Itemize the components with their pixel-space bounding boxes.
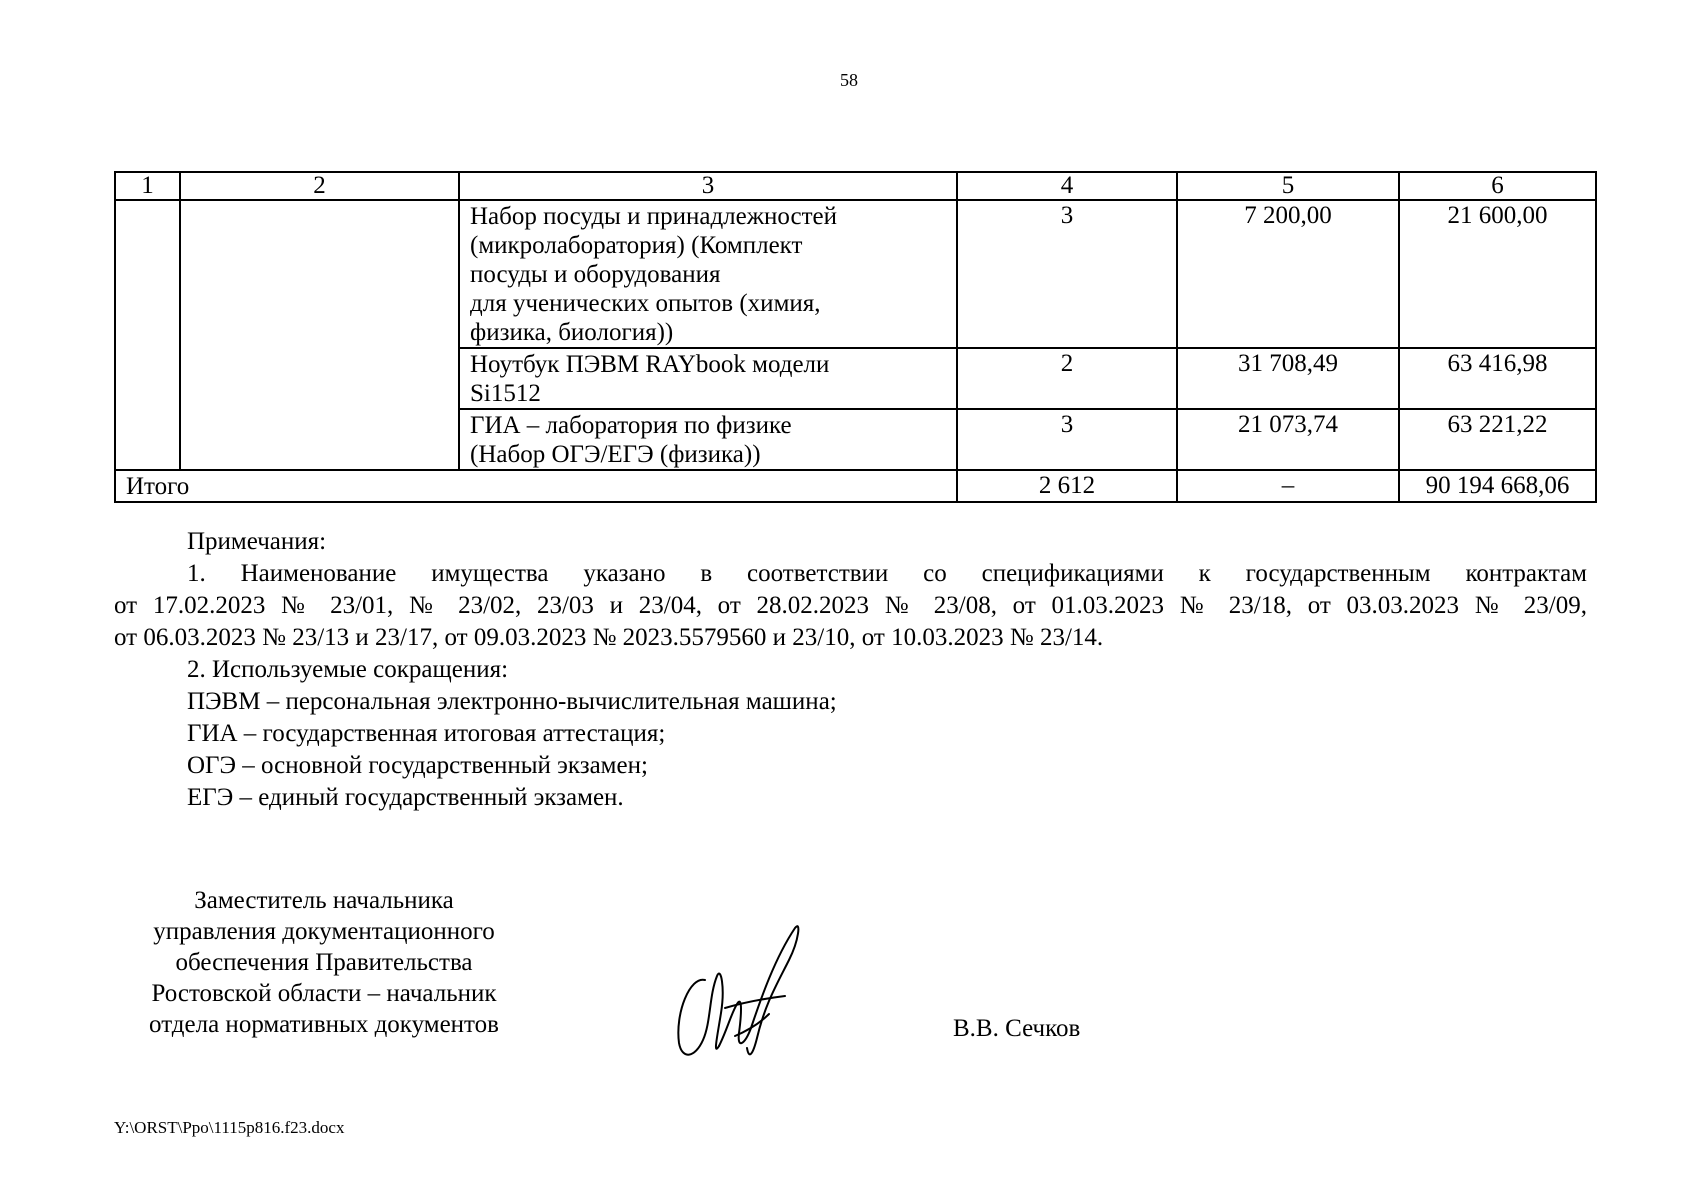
header-cell-1: 1 xyxy=(115,172,180,200)
header-cell-2: 2 xyxy=(180,172,459,200)
total-label: Итого xyxy=(115,470,957,502)
item-name-line: Ноутбук ПЭВМ RAYbook модели xyxy=(470,351,830,378)
signer-position xyxy=(114,885,534,1040)
item-name-line: (микролаборатория) (Комплект xyxy=(470,232,803,259)
item-name-cell xyxy=(459,409,957,470)
notes-section xyxy=(114,526,1587,814)
note-2: 2. Используемые сокращения: xyxy=(187,656,509,683)
item-name-cell xyxy=(459,200,957,348)
item-sum: 21 600,00 xyxy=(1399,200,1596,348)
header-cell-6: 6 xyxy=(1399,172,1596,200)
header-cell-4: 4 xyxy=(957,172,1177,200)
item-name-line: посуды и оборудования xyxy=(470,261,721,288)
item-qty: 3 xyxy=(957,409,1177,470)
file-path: Y:\ORST\Ppo\1115p816.f23.docx xyxy=(114,1118,345,1137)
item-qty: 3 xyxy=(957,200,1177,348)
specification-table xyxy=(114,171,1597,503)
table-header-row xyxy=(115,172,1596,200)
abbreviation-item: ОГЭ – основной государственный экзамен; xyxy=(187,752,648,779)
note-1-line: от 17.02.2023 № 23/01, № 23/02, 23/03 и 23/04, от 28.02.2023 № 23/08, от 01.03.2023 № 23/18, от 03.03.2023 № 23/09, xyxy=(114,592,1587,619)
total-qty: 2 612 xyxy=(957,470,1177,502)
abbreviation-item: ЕГЭ – единый государственный экзамен. xyxy=(187,784,624,811)
notes-title: Примечания: xyxy=(187,528,327,555)
item-name-line: ГИА – лаборатория по физике xyxy=(470,412,792,439)
signer-position-line: Заместитель начальника xyxy=(194,887,454,914)
signer-position-line: обеспечения Правительства xyxy=(175,949,473,976)
item-name-line: Набор посуды и принадлежностей xyxy=(470,203,838,230)
header-cell-3: 3 xyxy=(459,172,957,200)
empty-cell-col2 xyxy=(180,200,459,470)
item-name-line: физика, биология)) xyxy=(470,319,674,346)
item-name-line: для ученических опытов (химия, xyxy=(470,290,821,317)
item-sum: 63 416,98 xyxy=(1399,348,1596,409)
signer-position-line: управления документационного xyxy=(153,918,495,945)
signer-name: В.В. Сечков xyxy=(953,1015,1081,1042)
item-price: 21 073,74 xyxy=(1177,409,1399,470)
signer-position-line: отдела нормативных документов xyxy=(149,1011,499,1038)
note-1-line: 1. Наименование имущества указано в соответствии со спецификациями к государственным контрактам xyxy=(187,560,1587,587)
item-name-cell xyxy=(459,348,957,409)
page-number: 58 xyxy=(840,70,858,90)
note-1-line: от 06.03.2023 № 23/13 и 23/17, от 09.03.2023 № 2023.5579560 и 23/10, от 10.03.2023 № 23/14. xyxy=(114,624,1104,651)
header-cell-5: 5 xyxy=(1177,172,1399,200)
item-price: 31 708,49 xyxy=(1177,348,1399,409)
signer-position-line: Ростовской области – начальник xyxy=(151,980,497,1007)
total-price: – xyxy=(1177,470,1399,502)
handwritten-signature xyxy=(665,918,815,1068)
total-sum: 90 194 668,06 xyxy=(1399,470,1596,502)
table-total-row xyxy=(115,470,1596,502)
item-sum: 63 221,22 xyxy=(1399,409,1596,470)
item-qty: 2 xyxy=(957,348,1177,409)
abbreviation-item: ПЭВМ – персональная электронно-вычислительная машина; xyxy=(187,688,837,715)
item-price: 7 200,00 xyxy=(1177,200,1399,348)
abbreviation-item: ГИА – государственная итоговая аттестация; xyxy=(187,720,666,747)
item-name-line: Si1512 xyxy=(470,380,541,407)
table-row xyxy=(115,200,1596,348)
empty-cell-col1 xyxy=(115,200,180,470)
item-name-line: (Набор ОГЭ/ЕГЭ (физика)) xyxy=(470,441,761,468)
